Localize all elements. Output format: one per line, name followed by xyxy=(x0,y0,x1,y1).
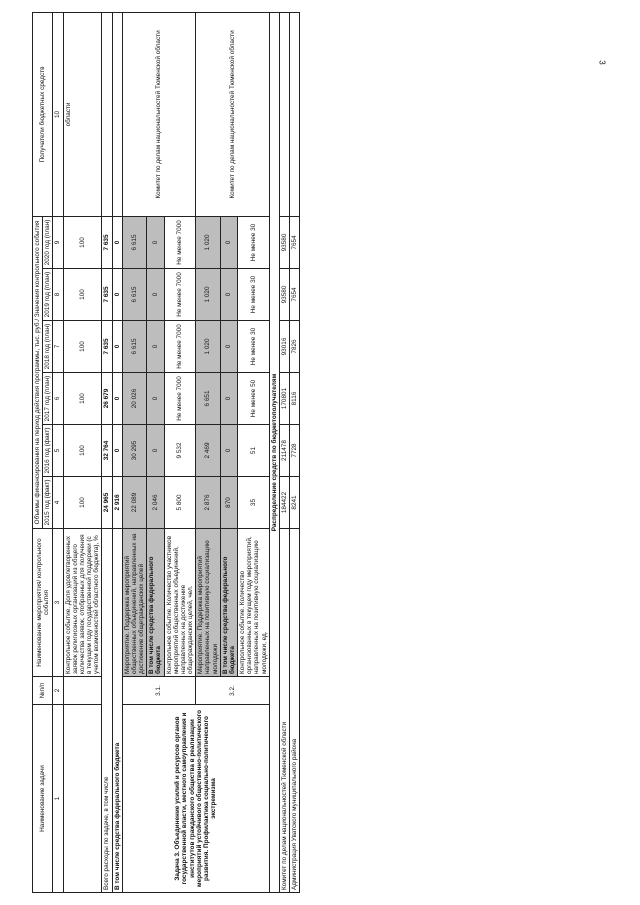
table-row xyxy=(63,12,102,892)
federal-label: В том числе средства федерального бюджета xyxy=(112,529,122,893)
value-cell: 170801 xyxy=(279,373,289,425)
recipient-cell: Комитет по делам национальностей Тюменской области xyxy=(122,12,196,216)
header-year: 2015 год (факт) xyxy=(43,477,53,529)
header-year: 2017 год (план) xyxy=(43,373,53,425)
value-cell: 6 651 xyxy=(196,373,221,425)
value-cell: 6 615 xyxy=(122,269,147,321)
value-cell: 6 615 xyxy=(122,216,147,268)
header-recipient: Получатели бюджетных средств xyxy=(33,12,53,216)
column-number: 9 xyxy=(53,216,63,268)
header-year: 2018 год (план) xyxy=(43,321,53,373)
value-cell: 93016 xyxy=(279,321,289,373)
value-cell: 7 635 xyxy=(102,321,112,373)
value-cell: 8241 xyxy=(290,477,300,529)
value-cell: 1 020 xyxy=(196,216,221,268)
value-cell: Не менее 7000 xyxy=(164,373,196,425)
value-cell: 24 965 xyxy=(102,477,112,529)
value-cell: 2 469 xyxy=(196,425,221,477)
value-cell: 1 020 xyxy=(196,269,221,321)
header-task: Наименование задачи xyxy=(33,705,53,893)
value-cell: 7 635 xyxy=(102,269,112,321)
total-label: Всего расходы по задаче, в том числе xyxy=(102,529,112,893)
value-cell: 32 764 xyxy=(102,425,112,477)
table-row xyxy=(122,12,147,892)
value-cell: Не менее 7000 xyxy=(164,216,196,268)
value-cell: 5 800 xyxy=(164,477,196,529)
control-event-text: Контрольное событие. Количество организованных в текущем году мероприятий, направленных на позитивную социализацию молодежи, ед. xyxy=(238,529,270,677)
table-row xyxy=(102,12,112,892)
header-year: 2020 год (план) xyxy=(43,216,53,268)
value-cell: 0 xyxy=(147,216,164,268)
measure-text: Мероприятие. Поддержка мероприятий направленных на позитивную социализацию молодежи xyxy=(196,529,221,677)
value-cell: 0 xyxy=(147,269,164,321)
value-cell: Не менее 30 xyxy=(238,321,270,373)
value-cell: 1 020 xyxy=(196,321,221,373)
column-number: 6 xyxy=(53,373,63,425)
value-cell: 7826 xyxy=(290,321,300,373)
value-cell: 0 xyxy=(220,425,237,477)
federal-funds-text: В том числе средства федерального бюджета xyxy=(220,529,237,677)
distribution-title-row xyxy=(269,12,279,892)
header-row-1 xyxy=(33,12,43,892)
value-cell: 0 xyxy=(220,216,237,268)
value-cell: 870 xyxy=(220,477,237,529)
value-cell: 100 xyxy=(63,477,102,529)
recipient-cell-empty xyxy=(290,12,300,216)
value-cell: 35 xyxy=(238,477,270,529)
value-cell: 100 xyxy=(63,321,102,373)
value-cell: Не менее 7000 xyxy=(164,321,196,373)
header-year: 2016 год (факт) xyxy=(43,425,53,477)
column-number: 3 xyxy=(53,529,63,677)
value-cell: 8116 xyxy=(290,373,300,425)
column-number: 4 xyxy=(53,477,63,529)
item-number: 3.1. xyxy=(122,677,196,705)
value-cell: 30 295 xyxy=(122,425,147,477)
page-number: 3 xyxy=(597,60,607,65)
value-cell: 0 xyxy=(112,269,122,321)
value-cell: Не менее 30 xyxy=(238,216,270,268)
value-cell: 2 046 xyxy=(147,477,164,529)
control-event-text: Контрольное событие. Количество участников мероприятий общественных объединений, направленных на достижение общегражданских целей, чел. xyxy=(164,529,196,677)
value-cell: 7654 xyxy=(290,269,300,321)
value-cell: 93580 xyxy=(279,269,289,321)
column-numbers-row xyxy=(53,12,63,892)
column-number: 1 xyxy=(53,705,63,893)
header-funding-group: Объемы финансирования на период действия программы, тыс. руб./ Значения контрольного события xyxy=(33,216,43,528)
value-cell: 26 679 xyxy=(102,373,112,425)
recipient-label: Администрация Уватского муниципального района xyxy=(290,529,300,893)
column-number: 5 xyxy=(53,425,63,477)
value-cell: 51 xyxy=(238,425,270,477)
value-cell: 7 635 xyxy=(102,216,112,268)
header-year: 2019 год (план) xyxy=(43,269,53,321)
value-cell: 6 615 xyxy=(122,321,147,373)
value-cell: 0 xyxy=(112,216,122,268)
recipient-cell: Комитет по делам национальностей Тюменской области xyxy=(196,12,270,216)
program-funding-table xyxy=(32,12,300,893)
table-row xyxy=(112,12,122,892)
value-cell: 93580 xyxy=(279,216,289,268)
value-cell: 100 xyxy=(63,216,102,268)
value-cell: 0 xyxy=(220,321,237,373)
column-number: 2 xyxy=(53,677,63,705)
value-cell: 7728 xyxy=(290,425,300,477)
header-event: Наименование мероприятия/ контрольного события xyxy=(33,529,53,677)
value-cell: 7654 xyxy=(290,216,300,268)
value-cell: 211478 xyxy=(279,425,289,477)
federal-funds-text: В том числе средства федерального бюджета xyxy=(147,529,164,677)
recipient-label: Комитет по делам национальностей Тюменской области xyxy=(279,529,289,893)
control-event-text: Контрольное событие. Доля удовлетворенных заявок религиозных организаций из общего количества заявок, отобранных для получения в текущем году государственной поддержки (с учетом возможностей областного бюджета), % xyxy=(63,529,102,677)
value-cell: 22 089 xyxy=(122,477,147,529)
table-row xyxy=(279,12,289,892)
value-cell: 0 xyxy=(147,373,164,425)
num-cell-empty xyxy=(63,677,102,705)
task-3-name: Задача 3. Объединение усилий и ресурсов органов государственной власти, местного самоуправления и институтов гражданского общества в реализации мероприятий устойчивого общественно-политического развития. Профилактика социально-политического экстремизма xyxy=(122,705,269,893)
table-row xyxy=(290,12,300,892)
value-cell: 0 xyxy=(147,321,164,373)
column-number: 8 xyxy=(53,269,63,321)
value-cell: 9 532 xyxy=(164,425,196,477)
value-cell: 0 xyxy=(112,321,122,373)
value-cell: 0 xyxy=(147,425,164,477)
distribution-title: Распределение средств по бюджетополучателям xyxy=(269,12,279,892)
header-num: №п/п xyxy=(33,677,53,705)
recipient-cell-empty xyxy=(279,12,289,216)
value-cell: Не менее 30 xyxy=(238,269,270,321)
recipient-cell-empty xyxy=(102,12,112,216)
recipient-cell: области xyxy=(63,12,102,216)
value-cell: Не менее 50 xyxy=(238,373,270,425)
value-cell: 0 xyxy=(220,269,237,321)
rotated-table-wrapper xyxy=(32,13,452,893)
value-cell: 100 xyxy=(63,425,102,477)
value-cell: 20 026 xyxy=(122,373,147,425)
value-cell: 0 xyxy=(112,373,122,425)
column-number: 7 xyxy=(53,321,63,373)
task-cell-empty xyxy=(63,705,102,893)
recipient-cell-empty xyxy=(112,12,122,216)
column-number: 10 xyxy=(53,12,63,216)
item-number: 3.2. xyxy=(196,677,270,705)
value-cell: 100 xyxy=(63,269,102,321)
value-cell: 2 916 xyxy=(112,477,122,529)
value-cell: Не менее 7000 xyxy=(164,269,196,321)
value-cell: 184422 xyxy=(279,477,289,529)
value-cell: 0 xyxy=(112,425,122,477)
value-cell: 0 xyxy=(220,373,237,425)
measure-text: Мероприятие. Поддержка мероприятий общественных объединений, направленных на достижение общегражданских целей xyxy=(122,529,147,677)
value-cell: 2 876 xyxy=(196,477,221,529)
value-cell: 100 xyxy=(63,373,102,425)
